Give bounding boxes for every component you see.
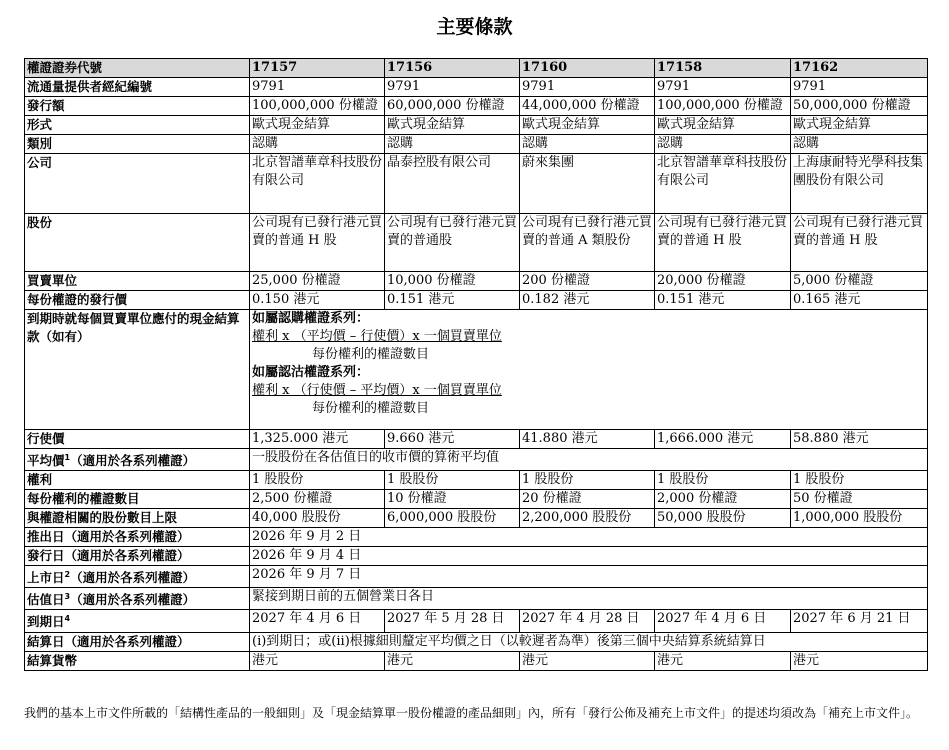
cell-currency-17156: 港元 [385, 651, 520, 670]
warrant-code: 17162 [791, 59, 928, 78]
row-currency [25, 651, 928, 670]
cell-maxshares-17157: 40,000 股股份 [250, 509, 385, 528]
cell-broker-17158: 9791 [655, 78, 791, 97]
cell-entitle-17156: 1 股股份 [385, 471, 520, 490]
row-label [25, 430, 250, 449]
row-label [25, 651, 250, 670]
row-label-text: 平均價 [27, 453, 65, 469]
row-price [25, 291, 928, 310]
row-label-text: 買賣單位 [27, 273, 78, 288]
footnote-marker: 4 [64, 614, 71, 624]
row-type [25, 135, 928, 154]
cell-currency-17160: 港元 [520, 651, 655, 670]
cell-maxshares-17158: 50,000 股股份 [655, 509, 791, 528]
footnote: 我們的基本上市文件所載的「結構性產品的一般細則」及「現金結算單一股份權證的產品細則」內，所有「發行公佈及補充上市文件」的提述均須改為「補充上市文件」。 [24, 706, 919, 720]
row-label [25, 59, 250, 78]
warrant-code: 17158 [655, 59, 791, 78]
cell-form-17160: 歐式現金結算 [520, 116, 655, 135]
cell-maxshares-17156: 6,000,000 股股份 [385, 509, 520, 528]
row-label-text: 結算貨幣 [27, 652, 78, 668]
cell-lot-17162: 5,000 份權證 [791, 272, 928, 291]
row-form [25, 116, 928, 135]
cell-expiry-17157: 2027 年 4 月 6 日 [250, 610, 385, 632]
cell-price-17157: 0.150 港元 [250, 291, 385, 310]
cell-company-17162: 上海康耐特光學科技集團股份有限公司 [791, 154, 928, 214]
row-issuedate [25, 547, 928, 566]
cell-broker-17162: 9791 [791, 78, 928, 97]
cell-price-17156: 0.151 港元 [385, 291, 520, 310]
row-label-text: 類別 [27, 136, 53, 151]
put-formula: 權利 x （行使價 – 平均價）x 一個買賣單位 [252, 383, 502, 398]
row-label-text: 流通量提供者經紀編號 [27, 79, 153, 94]
cell-issuedate: 2026 年 9 月 4 日 [250, 547, 928, 566]
cell-entitle-17160: 1 股股份 [520, 471, 655, 490]
cell-perent-17158: 2,000 份權證 [655, 490, 791, 509]
cell-perent-17157: 2,500 份權證 [250, 490, 385, 509]
cell-form-17158: 歐式現金結算 [655, 116, 791, 135]
row-issue [25, 97, 928, 116]
footnote-marker: 1 [64, 453, 71, 462]
row-label-text: 上市日 [27, 570, 65, 586]
row-label-text: 與權證相關的股份數目上限 [27, 510, 178, 526]
cell-issue-17157: 100,000,000 份權證 [250, 97, 385, 116]
row-company [25, 154, 928, 214]
cell-listing: 2026 年 9 月 7 日 [250, 566, 928, 588]
cell-form-17162: 歐式現金結算 [791, 116, 928, 135]
row-label-text: 到期時就每個買賣單位應付的現金結算款（如有） [27, 311, 240, 344]
cell-issue-17160: 44,000,000 份權證 [520, 97, 655, 116]
cell-company-17158: 北京智譜華章科技股份有限公司 [655, 154, 791, 214]
page-title: 主要條款 [436, 16, 513, 38]
footnote-marker: 3 [64, 592, 71, 602]
row-label [25, 610, 250, 632]
cell-lot-17158: 20,000 份權證 [655, 272, 791, 291]
row-valuation [25, 588, 928, 610]
row-label [25, 97, 250, 116]
row-label [25, 291, 250, 310]
row-label [25, 547, 250, 566]
cell-type-17157: 認購 [250, 135, 385, 154]
cell-avg: 一股股份在各估值日的收市價的算術平均值 [250, 449, 928, 471]
row-label [25, 135, 250, 154]
cell-maxshares-17160: 2,200,000 股股份 [520, 509, 655, 528]
cell-broker-17160: 9791 [520, 78, 655, 97]
row-label-text: 發行額 [27, 98, 65, 113]
cell-issue-17156: 60,000,000 份權證 [385, 97, 520, 116]
row-label [25, 154, 250, 214]
cell-strike-17156: 9.660 港元 [385, 430, 520, 449]
cell-form-17157: 歐式現金結算 [250, 116, 385, 135]
cell-currency-17157: 港元 [250, 651, 385, 670]
row-maxshares [25, 509, 928, 528]
row-settle [25, 632, 928, 651]
row-label-suffix: （適用於各系列權證） [70, 592, 196, 608]
cell-expiry-17160: 2027 年 4 月 28 日 [520, 610, 655, 632]
row-label [25, 632, 250, 651]
cell-settle: (i)到期日；或(ii)根據細則釐定平均價之日（以較遲者為準）後第三個中央結算系統結算日 [250, 632, 928, 651]
cell-shares-17160: 公司現有已發行港元買賣的普通 A 類股份 [520, 214, 655, 272]
cell-lot-17160: 200 份權證 [520, 272, 655, 291]
row-avg [25, 449, 928, 471]
cell-type-17156: 認購 [385, 135, 520, 154]
call-title: 如屬認購權證系列： [252, 311, 370, 326]
cell-strike-17162: 58.880 港元 [791, 430, 928, 449]
row-cash [25, 310, 928, 430]
cell-entitle-17157: 1 股股份 [250, 471, 385, 490]
warrant-code: 17156 [385, 59, 520, 78]
cell-entitle-17162: 1 股股份 [791, 471, 928, 490]
cell-strike-17158: 1,666.000 港元 [655, 430, 791, 449]
cell-expiry-17158: 2027 年 4 月 6 日 [655, 610, 791, 632]
row-label-text: 股份 [27, 215, 53, 230]
cell-issue-17162: 50,000,000 份權證 [791, 97, 928, 116]
row-label [25, 471, 250, 490]
row-label-suffix: （適用於各系列權證） [70, 570, 196, 586]
cell-lot-17156: 10,000 份權證 [385, 272, 520, 291]
put-denominator: 每份權利的權證數目 [312, 401, 430, 416]
cell-price-17158: 0.151 港元 [655, 291, 791, 310]
cell-price-17160: 0.182 港元 [520, 291, 655, 310]
warrant-code: 17157 [250, 59, 385, 78]
row-label-text: 推出日（適用於各系列權證） [27, 529, 190, 545]
cell-entitle-17158: 1 股股份 [655, 471, 791, 490]
row-label [25, 116, 250, 135]
cell-type-17160: 認購 [520, 135, 655, 154]
row-label [25, 78, 250, 97]
cell-maxshares-17162: 1,000,000 股股份 [791, 509, 928, 528]
call-denominator: 每份權利的權證數目 [312, 347, 430, 362]
row-listing [25, 566, 928, 588]
put-title: 如屬認沽權證系列： [252, 365, 370, 380]
cell-currency-17162: 港元 [791, 651, 928, 670]
row-label-text: 每份權證的發行價 [27, 292, 128, 307]
cell-type-17162: 認購 [791, 135, 928, 154]
cell-strike-17160: 41.880 港元 [520, 430, 655, 449]
row-entitle [25, 471, 928, 490]
row-label [25, 528, 250, 547]
cell-company-17157: 北京智譜華章科技股份有限公司 [250, 154, 385, 214]
row-label-text: 權證證券代號 [27, 60, 103, 75]
row-label [25, 272, 250, 291]
call-formula: 權利 x （平均價 – 行使價）x 一個買賣單位 [252, 329, 502, 344]
row-label-text: 每份權利的權證數目 [27, 491, 140, 507]
row-label-text: 估值日 [27, 592, 65, 608]
cell-strike-17157: 1,325.000 港元 [250, 430, 385, 449]
row-label [25, 588, 250, 610]
cell-expiry-17162: 2027 年 6 月 21 日 [791, 610, 928, 632]
cell-valuation: 緊接到期日前的五個營業日各日 [250, 588, 928, 610]
row-broker [25, 78, 928, 97]
cell-shares-17162: 公司現有已發行港元買賣的普通 H 股 [791, 214, 928, 272]
row-label-text: 公司 [27, 155, 53, 170]
key-terms-table [24, 58, 928, 671]
cell-company-17160: 蔚來集團 [520, 154, 655, 214]
row-label [25, 214, 250, 272]
row-launch [25, 528, 928, 547]
cell-lot-17157: 25,000 份權證 [250, 272, 385, 291]
cell-issue-17158: 100,000,000 份權證 [655, 97, 791, 116]
row-label-text: 行使價 [27, 431, 65, 446]
cell-launch: 2026 年 9 月 2 日 [250, 528, 928, 547]
row-label-text: 形式 [27, 117, 53, 132]
row-label-text: 權利 [27, 472, 53, 488]
cell-broker-17157: 9791 [250, 78, 385, 97]
cell-perent-17160: 20 份權證 [520, 490, 655, 509]
warrant-code: 17160 [520, 59, 655, 78]
cell-shares-17158: 公司現有已發行港元買賣的普通 H 股 [655, 214, 791, 272]
cell-shares-17156: 公司現有已發行港元買賣的普通股 [385, 214, 520, 272]
cell-currency-17158: 港元 [655, 651, 791, 670]
cash-settlement-formula [250, 310, 928, 430]
row-shares [25, 214, 928, 272]
cell-type-17158: 認購 [655, 135, 791, 154]
cell-company-17156: 晶泰控股有限公司 [385, 154, 520, 214]
row-perent [25, 490, 928, 509]
cell-form-17156: 歐式現金結算 [385, 116, 520, 135]
header-row [25, 59, 928, 78]
row-lot [25, 272, 928, 291]
row-label [25, 310, 250, 430]
row-label-text: 發行日（適用於各系列權證） [27, 548, 190, 564]
row-label-text: 結算日（適用於各系列權證） [27, 633, 190, 649]
row-strike [25, 430, 928, 449]
row-label [25, 490, 250, 509]
row-label [25, 449, 250, 471]
cell-perent-17162: 50 份權證 [791, 490, 928, 509]
cell-shares-17157: 公司現有已發行港元買賣的普通 H 股 [250, 214, 385, 272]
cell-expiry-17156: 2027 年 5 月 28 日 [385, 610, 520, 632]
cell-broker-17156: 9791 [385, 78, 520, 97]
footnote-marker: 2 [64, 570, 71, 580]
cell-perent-17156: 10 份權證 [385, 490, 520, 509]
row-label-text: 到期日 [27, 614, 65, 630]
row-label [25, 509, 250, 528]
row-label-suffix: （適用於各系列權證） [70, 453, 196, 469]
cell-price-17162: 0.165 港元 [791, 291, 928, 310]
row-expiry [25, 610, 928, 632]
row-label [25, 566, 250, 588]
